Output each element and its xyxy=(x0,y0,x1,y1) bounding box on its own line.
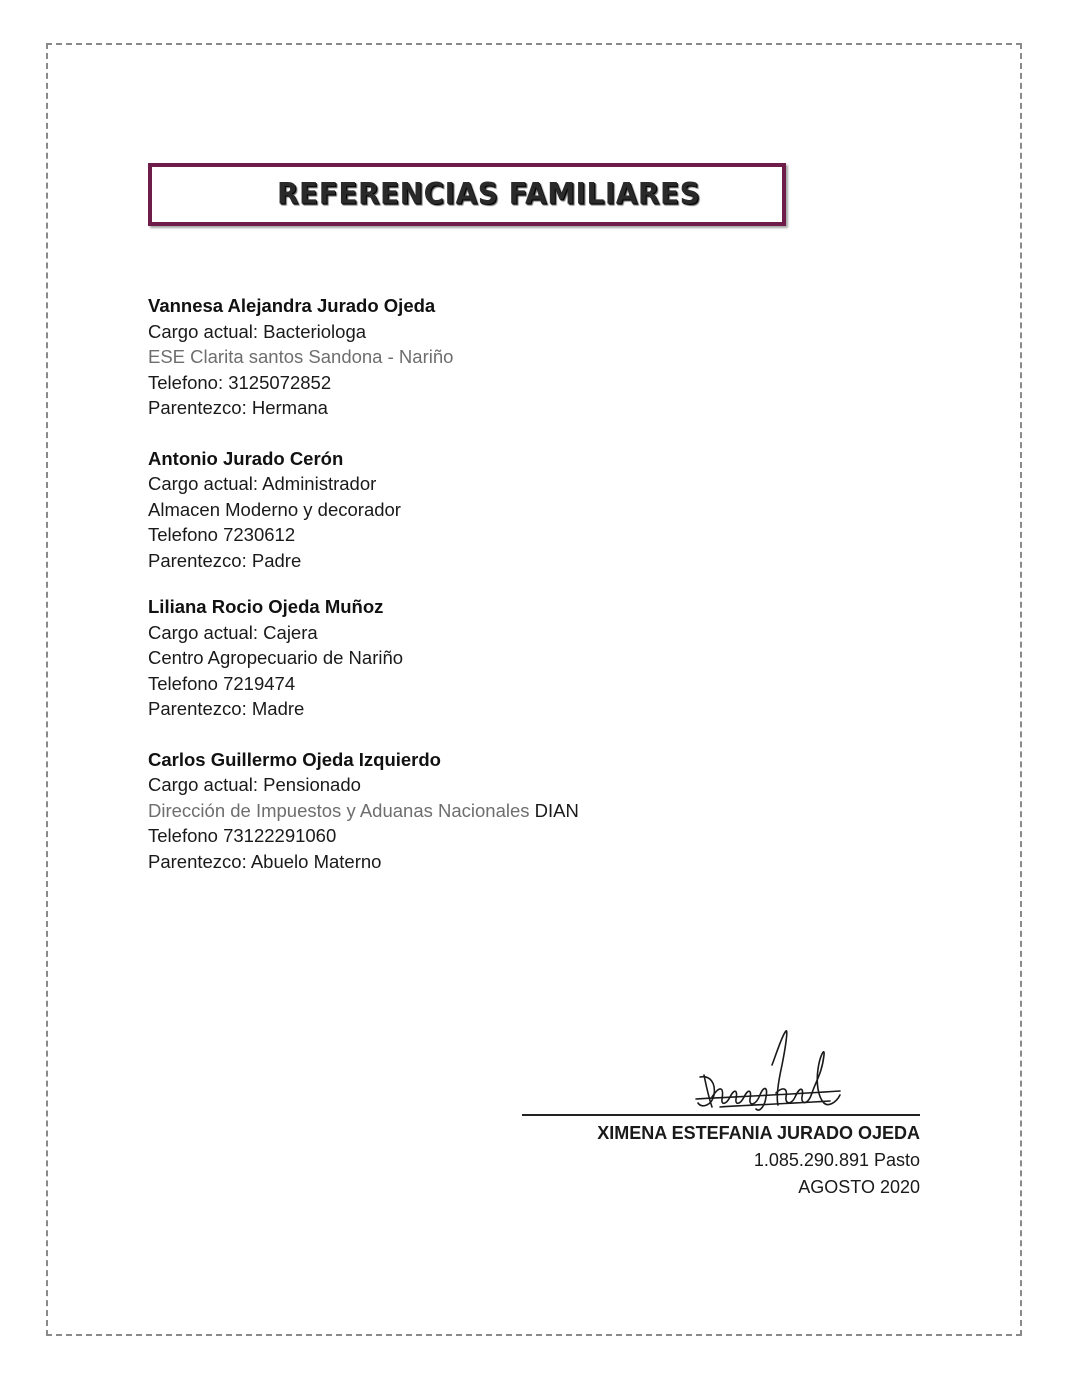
reference-name: Vannesa Alejandra Jurado Ojeda xyxy=(148,295,436,316)
signer-name: XIMENA ESTEFANIA JURADO OJEDA xyxy=(597,1123,920,1143)
signature-details xyxy=(597,1120,920,1201)
reference-parentezco: Parentezco: Hermana xyxy=(148,397,328,418)
section-title: REFERENCIAS FAMILIARES xyxy=(277,176,701,211)
reference-parentezco: Parentezco: Padre xyxy=(148,549,302,571)
reference-parentezco: Parentezco: Madre xyxy=(148,698,305,719)
reference-item xyxy=(148,446,848,574)
reference-item xyxy=(148,747,848,875)
reference-item xyxy=(148,293,848,421)
signer-id: 1.085.290.891 Pasto xyxy=(753,1150,920,1170)
reference-cargo: Cargo actual: Cajera xyxy=(148,621,318,643)
reference-telefono: Telefono: 3125072852 xyxy=(148,371,332,393)
reference-name: Carlos Guillermo Ojeda Izquierdo xyxy=(148,748,441,770)
reference-item xyxy=(148,594,848,722)
reference-telefono: Telefono 7219474 xyxy=(148,672,296,694)
reference-empresa: Centro Agropecuario de Nariño xyxy=(148,647,404,668)
references-list xyxy=(148,293,848,874)
reference-parentezco: Parentezco: Abuelo Materno xyxy=(148,850,382,872)
handwritten-signature xyxy=(690,1025,850,1115)
section-title-box xyxy=(148,163,786,226)
reference-telefono: Telefono 7230612 xyxy=(148,524,296,545)
reference-name: Liliana Rocio Ojeda Muñoz xyxy=(148,596,384,617)
reference-empresa: ESE Clarita santos Sandona - Nariño xyxy=(148,346,454,367)
reference-empresa: Dirección de Impuestos y Aduanas Nacionales xyxy=(148,799,530,821)
signature-date: AGOSTO 2020 xyxy=(798,1177,920,1197)
reference-empresa-row xyxy=(148,798,848,824)
reference-empresa-suffix: DIAN xyxy=(534,799,579,821)
reference-cargo: Cargo actual: Bacteriologa xyxy=(148,320,367,342)
reference-cargo: Cargo actual: Pensionado xyxy=(148,774,361,795)
reference-empresa: Almacen Moderno y decorador xyxy=(148,498,401,520)
reference-telefono: Telefono 73122291060 xyxy=(148,825,337,846)
reference-name: Antonio Jurado Cerón xyxy=(148,447,344,469)
reference-cargo: Cargo actual: Administrador xyxy=(148,473,377,494)
signature-line xyxy=(522,1114,920,1116)
